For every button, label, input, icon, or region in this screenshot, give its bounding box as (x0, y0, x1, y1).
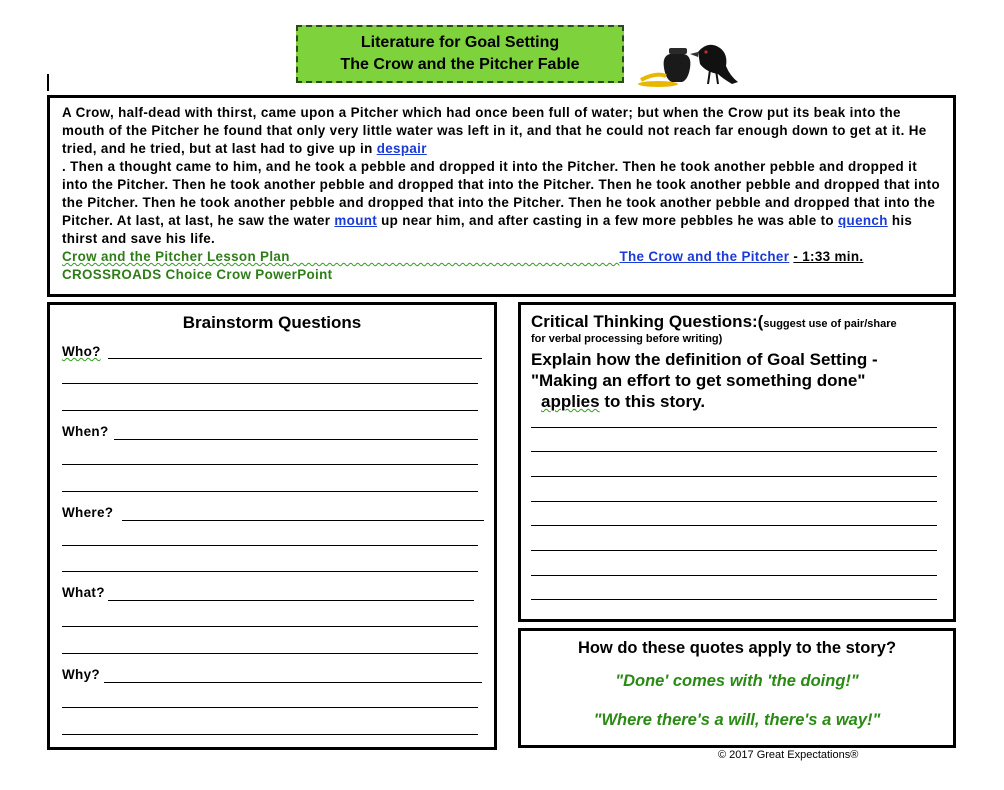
when-question: When? (62, 424, 109, 439)
video-duration: - 1:33 min. (793, 249, 864, 264)
answer-line[interactable] (62, 571, 478, 572)
text-cursor (47, 74, 49, 91)
answer-line[interactable] (531, 599, 937, 600)
critical-heading-note: for verbal processing before writing) (531, 333, 723, 345)
quotes-box (518, 628, 956, 748)
story-text-1: A Crow, half-dead with thirst, came upon a Pitcher which had once been full of water; but when the Crow put its beak into the mouth of the Pitcher he found that only very little water was left in it, and that he could not reach far enough down to get at it. He tried, and he tried, but at last had to give up in (62, 105, 927, 156)
quench-link[interactable]: quench (838, 213, 888, 228)
story-text-2: . Then a thought came to him, and he took a pebble and dropped it into the Pitcher. Then he took another pebble and dropped it into the Pitcher. Then he took another pebble and dropped that into the Pitcher. Then he took another pebble and dropped that into the Pitcher. Then he took another pebble and dropped that into the Pitcher. Then he took another pebble and dropped that into the Pitcher. At last, at last, he saw the water (62, 159, 940, 228)
answer-line[interactable] (104, 682, 482, 683)
answer-line[interactable] (531, 550, 937, 551)
story-text-4: his thirst and save his life. (62, 213, 913, 246)
answer-line[interactable] (62, 707, 478, 708)
answer-line[interactable] (531, 427, 937, 428)
crow-pitcher-illustration (636, 36, 746, 92)
story-paragraph (62, 104, 941, 248)
where-question: Where? (62, 505, 114, 520)
answer-line[interactable] (531, 451, 937, 452)
spell-check-squiggle (290, 249, 620, 264)
page-title: Literature for Goal Setting (360, 34, 560, 51)
mount-link[interactable]: mount (334, 213, 378, 228)
answer-line[interactable] (531, 525, 937, 526)
answer-line[interactable] (108, 358, 482, 359)
quote-2: "Where there's a will, there's a way!" (593, 711, 881, 729)
powerpoint-line (62, 266, 941, 284)
answer-line[interactable] (62, 545, 478, 546)
story-text-3: up near him, and after casting in a few more pebbles he was able to (381, 213, 834, 228)
answer-line[interactable] (108, 600, 474, 601)
title-banner (296, 25, 624, 83)
critical-question: Explain how the definition of Goal Setting - "Making an effort to get something done" applies to this story. (531, 350, 878, 411)
brainstorm-heading: Brainstorm Questions (182, 313, 362, 332)
answer-line[interactable] (114, 439, 478, 440)
answer-line[interactable] (531, 575, 937, 576)
copyright-notice: © 2017 Great Expectations® (718, 749, 859, 761)
answer-line[interactable] (62, 653, 478, 654)
answer-line[interactable] (62, 734, 478, 735)
why-question: Why? (62, 667, 100, 682)
page-subtitle: The Crow and the Pitcher Fable (340, 56, 580, 73)
story-box (47, 95, 956, 297)
critical-heading: Critical Thinking Questions:(suggest use of pair/share (531, 312, 897, 331)
despair-link[interactable]: despair (376, 141, 427, 156)
answer-line[interactable] (122, 520, 484, 521)
answer-line[interactable] (531, 476, 937, 477)
quotes-heading: How do these quotes apply to the story? (577, 639, 897, 657)
critical-thinking-box (518, 302, 956, 622)
brainstorm-box (47, 302, 497, 750)
what-question: What? (62, 585, 105, 600)
answer-line[interactable] (62, 491, 478, 492)
answer-line[interactable] (62, 464, 478, 465)
quote-1: "Done' comes with 'the doing!" (615, 672, 859, 690)
answer-line[interactable] (62, 410, 478, 411)
answer-line[interactable] (62, 383, 478, 384)
resource-line (62, 248, 941, 266)
answer-line[interactable] (531, 501, 937, 502)
who-question: Who? (62, 344, 101, 359)
video-link[interactable]: The Crow and the Pitcher (619, 249, 790, 264)
powerpoint-link[interactable]: CROSSROADS Choice Crow PowerPoint (62, 267, 333, 282)
lesson-plan-link[interactable]: Crow and the Pitcher Lesson Plan (62, 249, 290, 264)
answer-line[interactable] (62, 626, 478, 627)
